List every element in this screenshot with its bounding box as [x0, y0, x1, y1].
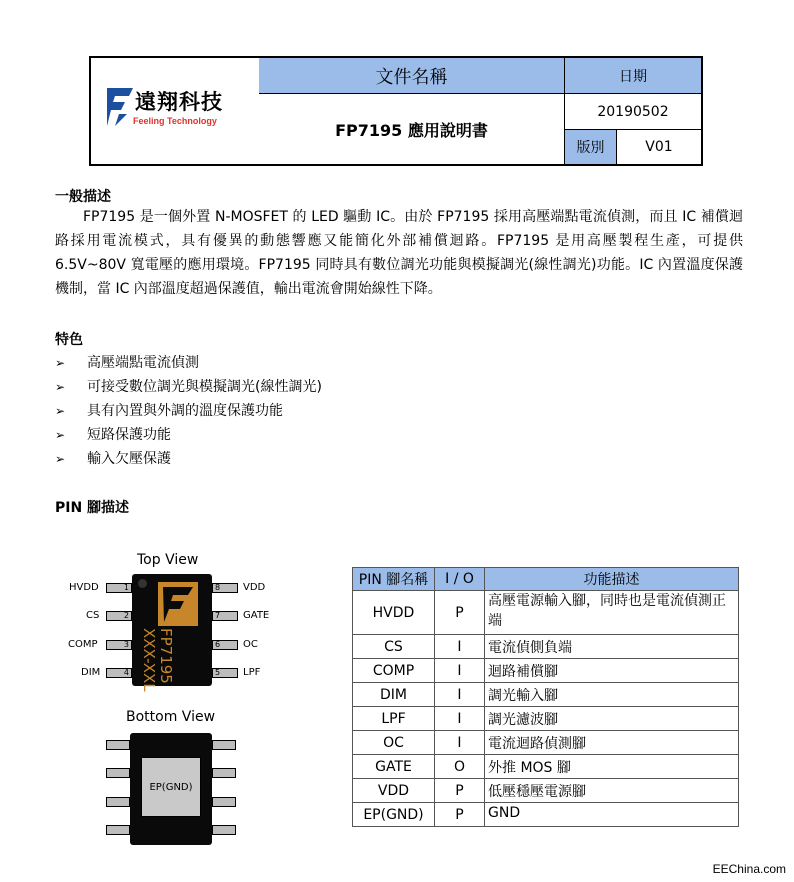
doc-title: FP7195 應用說明書	[259, 94, 565, 164]
bottom-pin	[106, 797, 130, 807]
bottom-pin	[212, 768, 236, 778]
bullet-icon: ➢	[55, 380, 66, 394]
pin-1: 1	[106, 583, 132, 593]
chip-top-body	[132, 574, 212, 692]
pin-3: 3	[106, 640, 132, 650]
bullet-icon: ➢	[55, 428, 66, 442]
bottom-pin	[106, 825, 130, 835]
table-row: HVDD P 高壓電源輸入腳，同時也是電流偵測正端	[353, 591, 739, 635]
bullet-icon: ➢	[55, 404, 66, 418]
table-header-row	[353, 568, 739, 591]
chip-logo-icon	[158, 582, 198, 626]
doc-name-label: 文件名稱	[259, 58, 565, 94]
col-header-desc: 功能描述	[485, 568, 739, 591]
company-logo	[105, 86, 255, 136]
pin-label-comp: COMP	[68, 639, 98, 650]
company-logo-icon	[105, 86, 135, 128]
pin-label-oc: OC	[243, 639, 258, 650]
list-item: ➢ 短路保護功能	[55, 427, 171, 443]
table-row: COMP I 迴路補償腳	[353, 659, 739, 683]
table-row: DIM I 調光輸入腳	[353, 683, 739, 707]
pin-label-hvdd: HVDD	[69, 582, 99, 593]
exposed-pad: EP(GND)	[141, 757, 201, 817]
bottom-pin	[212, 740, 236, 750]
chip-marking: FP7195 XXX-XXL	[140, 628, 175, 692]
pin-label-gate: GATE	[243, 610, 270, 621]
document-header	[89, 56, 703, 166]
list-item: ➢ 輸入欠壓保護	[55, 451, 171, 467]
bottom-pin	[212, 825, 236, 835]
pin-6: 6	[212, 640, 238, 650]
pin-section-title: PIN 腳描述	[55, 500, 130, 516]
overview-title: 一般描述	[55, 189, 111, 205]
pin-table	[352, 567, 739, 827]
table-row: GATE O 外推 MOS 腳	[353, 755, 739, 779]
pin-label-dim: DIM	[81, 667, 101, 678]
col-header-io: I / O	[435, 568, 485, 591]
list-item: ➢ 具有內置與外調的溫度保護功能	[55, 403, 283, 419]
bottom-view-label: Bottom View	[126, 709, 216, 725]
table-row: EP(GND) P GND	[353, 803, 739, 827]
date-value: 20190502	[565, 94, 701, 130]
list-item: ➢ 高壓端點電流偵測	[55, 355, 199, 371]
col-header-pin: PIN 腳名稱	[353, 568, 435, 591]
company-name: 遠翔科技	[135, 90, 223, 114]
pin-label-cs: CS	[86, 610, 100, 621]
watermark: EEChina.com	[712, 862, 786, 876]
company-sub: Feeling Technology	[133, 116, 217, 126]
pin-label-lpf: LPF	[243, 667, 261, 678]
table-row: LPF I 調光濾波腳	[353, 707, 739, 731]
bullet-icon: ➢	[55, 452, 66, 466]
top-view-label: Top View	[137, 552, 199, 568]
pin-7: 7	[212, 611, 238, 621]
pin-4: 4	[106, 668, 132, 678]
bottom-pin	[212, 797, 236, 807]
version-label: 版別	[565, 130, 617, 164]
table-row: OC I 電流迴路偵測腳	[353, 731, 739, 755]
chip-bottom-body	[130, 733, 212, 845]
bottom-pin	[106, 768, 130, 778]
bullet-icon: ➢	[55, 356, 66, 370]
list-item: ➢ 可接受數位調光與模擬調光(線性調光)	[55, 379, 322, 395]
pin-8: 8	[212, 583, 238, 593]
overview-text: FP7195 是一個外置 N-MOSFET 的 LED 驅動 IC。由於 FP7195 採用高壓端點電流偵測，而且 IC 補償迴路採用電流模式，具有優異的動態響應又能簡化外部補償迴路。FP7195 是用高壓製程生產，可提供 6.5V~80V 寬電壓的應用環境。FP7195 同時具有數位調光功能與模擬調光(線性調光)功能。IC 內置溫度保護機制，當 IC 內部溫度超過保護值，輸出電流會開始線性下降。	[55, 209, 743, 297]
pin-5: 5	[212, 668, 238, 678]
version-value: V01	[645, 139, 673, 155]
date-label: 日期	[565, 58, 701, 94]
table-row: CS I 電流偵側負端	[353, 635, 739, 659]
logo-cell	[91, 58, 259, 164]
pin-2: 2	[106, 611, 132, 621]
table-row: VDD P 低壓穩壓電源腳	[353, 779, 739, 803]
bottom-pin	[106, 740, 130, 750]
pin-label-vdd: VDD	[243, 582, 266, 593]
pin1-dot-icon	[138, 579, 147, 588]
features-title: 特色	[55, 332, 83, 348]
